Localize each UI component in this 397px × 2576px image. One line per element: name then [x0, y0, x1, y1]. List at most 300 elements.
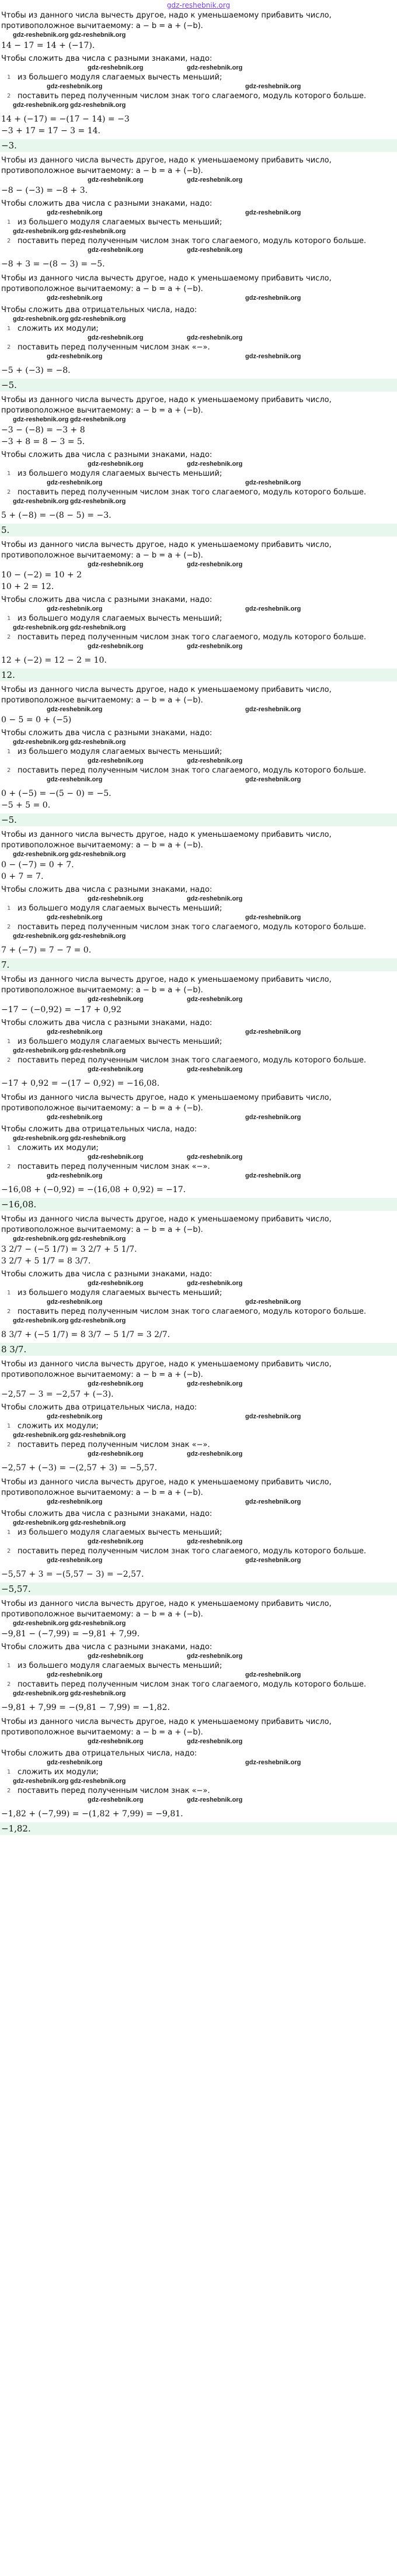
- answer-line: 8 3/7.: [0, 1343, 397, 1356]
- watermark-text: gdz-reshebnik.org: [88, 334, 144, 341]
- rule-step: [0, 1661, 397, 1671]
- rule-step: [0, 217, 397, 228]
- rule-step-text: поставить перед полученным числом знак того слагаемого, модуль которого больше.: [18, 633, 367, 642]
- watermark-text: gdz-reshebnik.org: [47, 706, 103, 713]
- watermark-text: gdz-reshebnik.org: [187, 1538, 243, 1545]
- different-sign-rule: [0, 1018, 397, 1074]
- rule-step: [0, 747, 397, 757]
- watermark-text: gdz-reshebnik.org: [70, 1135, 126, 1142]
- rule-step-number: 2: [7, 93, 11, 99]
- watermark-row: [0, 1047, 397, 1055]
- problem-block: [0, 1599, 397, 1713]
- watermark-row: [0, 416, 397, 424]
- watermark-row: [0, 933, 397, 941]
- math-line: 10 + 2 = 12.: [1, 582, 54, 591]
- watermark-text: gdz-reshebnik.org: [88, 1738, 144, 1745]
- subtraction-rule: Чтобы из данного числа вычесть другое, надо к уменьшаемому прибавить число, противоположное вычитаемому: a − b = a + (−b).: [1, 274, 332, 293]
- rule-step-text: поставить перед полученным числом знак того слагаемого, модуль которого больше.: [18, 766, 367, 775]
- watermark-row: [0, 1317, 397, 1325]
- rule-intro: Чтобы сложить два отрицательных числа, надо:: [1, 1403, 197, 1412]
- rule-step-text: из большего модуля слагаемых вычесть меньший;: [18, 1661, 222, 1670]
- watermark-text: gdz-reshebnik.org: [88, 247, 144, 254]
- watermark-text: gdz-reshebnik.org: [88, 1154, 144, 1161]
- watermark-text: gdz-reshebnik.org: [245, 776, 301, 783]
- rule-intro: Чтобы сложить два отрицательных числа, надо:: [1, 306, 197, 314]
- watermark-row: [0, 1620, 397, 1628]
- rule-step-number: 2: [7, 1308, 11, 1315]
- watermark-text: gdz-reshebnik.org: [70, 624, 126, 631]
- watermark-row: [0, 895, 397, 903]
- subtraction-rule: Чтобы из данного числа вычесть другое, надо к уменьшаемому прибавить число, противоположное вычитаемому: a − b = a + (−b).: [1, 1093, 332, 1113]
- math-line: 7 + (−7) = 7 − 7 = 0.: [1, 946, 92, 955]
- watermark-text: gdz-reshebnik.org: [13, 228, 69, 235]
- rule-intro: Чтобы сложить два числа с разными знаками, надо:: [1, 1509, 213, 1518]
- watermark-row: [0, 498, 397, 506]
- rule-step-number: 1: [7, 219, 11, 226]
- rule-step-number: 1: [7, 1769, 11, 1775]
- rule-step-number: 1: [7, 1663, 11, 1669]
- watermark-text: gdz-reshebnik.org: [88, 561, 144, 568]
- rule-step-number: 2: [7, 1548, 11, 1554]
- watermark-row: [0, 1135, 397, 1143]
- answer-line: 12.: [0, 669, 397, 681]
- different-sign-rule: [0, 1509, 397, 1565]
- watermark-text: gdz-reshebnik.org: [70, 316, 126, 323]
- math-line: 12 + (−2) = 12 − 2 = 10.: [1, 656, 107, 665]
- watermark-text: gdz-reshebnik.org: [187, 247, 243, 254]
- rule-step: [0, 766, 397, 776]
- problem-block: [0, 1477, 397, 1595]
- rule-step-text: поставить перед полученным числом знак того слагаемого, модуль которого больше.: [18, 1680, 367, 1689]
- math-line: −2,57 + (−3) = −(2,57 + 3) = −5,57.: [1, 1463, 158, 1473]
- watermark-text: gdz-reshebnik.org: [70, 32, 126, 39]
- problem-block: [0, 1717, 397, 1835]
- subtraction-rule: Чтобы из данного числа вычесть другое, надо к уменьшаемому прибавить число, противоположное вычитаемому: a − b = a + (−b).: [1, 541, 332, 560]
- rule-step: [0, 1288, 397, 1299]
- math-line: −2,57 − 3 = −2,57 + (−3).: [1, 1390, 114, 1399]
- subtraction-rule: Чтобы из данного числа вычесть другое, надо к уменьшаемому прибавить число, противоположное вычитаемому: a − b = a + (−b).: [1, 1718, 332, 1737]
- math-line: −1,82 + (−7,99) = −(1,82 + 7,99) = −9,81.: [1, 1809, 183, 1819]
- math-line: 0 + 7 = 7.: [1, 872, 44, 881]
- rule-step-text: поставить перед полученным числом знак того слагаемого, модуль которого больше.: [18, 1056, 367, 1065]
- math-line: −3 + 17 = 17 − 3 = 14.: [1, 126, 100, 136]
- watermark-text: gdz-reshebnik.org: [187, 1450, 243, 1457]
- watermark-row: [0, 1450, 397, 1459]
- watermark-row: [0, 1235, 397, 1244]
- watermark-row: [0, 1538, 397, 1546]
- watermark-text: gdz-reshebnik.org: [245, 1114, 301, 1121]
- watermark-text: gdz-reshebnik.org: [47, 1299, 103, 1306]
- subtraction-rule: Чтобы из данного числа вычесть другое, надо к уменьшаемому прибавить число, противоположное вычитаемому: a − b = a + (−b).: [1, 685, 332, 705]
- watermark-text: gdz-reshebnik.org: [88, 176, 144, 183]
- watermark-text: gdz-reshebnik.org: [187, 1653, 243, 1660]
- rule-intro: Чтобы сложить два числа с разными знаками, надо:: [1, 451, 213, 459]
- rule-step-number: 2: [7, 1681, 11, 1688]
- rule-step-text: сложить их модули;: [18, 324, 99, 333]
- watermark-row: [0, 1432, 397, 1440]
- watermark-text: gdz-reshebnik.org: [70, 739, 126, 746]
- math-line: 14 − 17 = 14 + (−17).: [1, 41, 95, 50]
- watermark-text: gdz-reshebnik.org: [70, 933, 126, 940]
- different-sign-rule: [0, 1269, 397, 1325]
- rule-step: [0, 1421, 397, 1432]
- rule-step-number: 1: [7, 749, 11, 755]
- subtraction-rule: Чтобы из данного числа вычесть другое, надо к уменьшаемому прибавить число, противоположное вычитаемому: a − b = a + (−b).: [1, 1360, 332, 1379]
- watermark-text: gdz-reshebnik.org: [187, 1738, 243, 1745]
- watermark-text: gdz-reshebnik.org: [88, 757, 144, 764]
- math-line: 0 − (−7) = 0 + 7.: [1, 860, 74, 870]
- watermark-text: gdz-reshebnik.org: [245, 1413, 301, 1420]
- rule-step-text: сложить их модули;: [18, 1422, 99, 1431]
- rule-step: [0, 922, 397, 933]
- rule-step: [0, 469, 397, 479]
- rule-step-number: 2: [7, 767, 11, 774]
- watermark-text: gdz-reshebnik.org: [187, 64, 243, 71]
- watermark-text: gdz-reshebnik.org: [47, 83, 103, 90]
- watermark-text: gdz-reshebnik.org: [88, 643, 144, 650]
- watermark-row: [0, 1299, 397, 1307]
- watermark-row: [0, 1690, 397, 1698]
- subtraction-rule: Чтобы из данного числа вычесть другое, надо к уменьшаемому прибавить число, противоположное вычитаемому: a − b = a + (−b).: [1, 1215, 332, 1234]
- math-line: 8 3/7 + (−5 1/7) = 8 3/7 − 5 1/7 = 3 2/7.: [1, 1330, 170, 1339]
- rule-intro: Чтобы сложить два числа с разными знаками, надо:: [1, 595, 213, 604]
- watermark-row: [0, 461, 397, 469]
- rule-step-text: из большего модуля слагаемых вычесть меньший;: [18, 1037, 222, 1046]
- watermark-text: gdz-reshebnik.org: [70, 1235, 126, 1242]
- math-line: −17 − (−0,92) = −17 + 0,92: [1, 1005, 121, 1015]
- watermark-row: [0, 247, 397, 255]
- watermark-text: gdz-reshebnik.org: [13, 1778, 69, 1785]
- watermark-text: gdz-reshebnik.org: [13, 1047, 69, 1054]
- math-line: −5,57 + 3 = −(5,57 − 3) = −2,57.: [1, 1570, 144, 1579]
- rule-step: [0, 1055, 397, 1066]
- rule-intro: Чтобы сложить два числа с разными знаками, надо:: [1, 199, 213, 208]
- watermark-row: [0, 914, 397, 922]
- watermark-text: gdz-reshebnik.org: [88, 1538, 144, 1545]
- watermark-row: [0, 776, 397, 784]
- negative-sum-rule: [0, 1749, 397, 1805]
- rule-step-number: 1: [7, 74, 11, 81]
- watermark-text: gdz-reshebnik.org: [47, 1759, 103, 1766]
- watermark-text: gdz-reshebnik.org: [70, 416, 126, 423]
- rule-step-text: сложить их модули;: [18, 1768, 99, 1777]
- rule-step-number: 1: [7, 1290, 11, 1296]
- watermark-text: gdz-reshebnik.org: [187, 176, 243, 183]
- different-sign-rule: [0, 450, 397, 506]
- math-line: 5 + (−8) = −(8 − 5) = −3.: [1, 511, 112, 520]
- answer-line: −3.: [0, 139, 397, 152]
- problem-block: [0, 1359, 397, 1474]
- watermark-text: gdz-reshebnik.org: [187, 996, 243, 1003]
- watermark-text: gdz-reshebnik.org: [187, 1066, 243, 1073]
- rule-step-text: из большего модуля слагаемых вычесть меньший;: [18, 1289, 222, 1297]
- problem-block: [0, 540, 397, 681]
- watermark-text: gdz-reshebnik.org: [187, 561, 243, 568]
- watermark-text: gdz-reshebnik.org: [47, 1557, 103, 1564]
- rule-intro: Чтобы сложить два числа с разными знаками, надо:: [1, 729, 213, 738]
- watermark-text: gdz-reshebnik.org: [13, 1135, 69, 1142]
- watermark-text: gdz-reshebnik.org: [47, 295, 103, 302]
- watermark-row: [0, 1413, 397, 1421]
- rule-step: [0, 91, 397, 102]
- rule-step-text: сложить их модули;: [18, 1144, 99, 1152]
- watermark-text: gdz-reshebnik.org: [13, 1235, 69, 1242]
- watermark-text: gdz-reshebnik.org: [70, 228, 126, 235]
- watermark-text: gdz-reshebnik.org: [13, 739, 69, 746]
- rule-intro: Чтобы сложить два отрицательных числа, надо:: [1, 1125, 197, 1134]
- math-line: 0 − 5 = 0 + (−5): [1, 715, 72, 725]
- rule-intro: Чтобы сложить два числа с разными знаками, надо:: [1, 885, 213, 894]
- watermark-text: gdz-reshebnik.org: [70, 1317, 126, 1324]
- rule-step-text: из большего модуля слагаемых вычесть меньший;: [18, 73, 222, 82]
- watermark-text: gdz-reshebnik.org: [187, 334, 243, 341]
- rule-step-text: поставить перед полученным числом знак того слагаемого, модуль которого больше.: [18, 923, 367, 932]
- watermark-text: gdz-reshebnik.org: [245, 914, 301, 921]
- different-sign-rule: [0, 54, 397, 110]
- watermark-text: gdz-reshebnik.org: [47, 353, 103, 360]
- watermark-text: gdz-reshebnik.org: [245, 1557, 301, 1564]
- rule-step-text: поставить перед полученным числом знак «−».: [18, 1162, 210, 1171]
- different-sign-rule: [0, 595, 397, 651]
- watermark-text: gdz-reshebnik.org: [245, 706, 301, 713]
- watermark-row: [0, 1653, 397, 1661]
- rule-step: [0, 1307, 397, 1317]
- problem-block: [0, 1214, 397, 1356]
- math-line: −9,81 − (−7,99) = −9,81 + 7,99.: [1, 1629, 140, 1639]
- rule-step-number: 2: [7, 238, 11, 244]
- math-line: −3 + 8 = 8 − 3 = 5.: [1, 437, 85, 446]
- watermark-row: [0, 1557, 397, 1565]
- watermark-text: gdz-reshebnik.org: [88, 1796, 144, 1803]
- math-line: 10 − (−2) = 10 + 2: [1, 570, 82, 580]
- math-line: 3 2/7 + 5 1/7 = 8 3/7.: [1, 1256, 91, 1266]
- math-line: −8 − (−3) = −8 + 3.: [1, 186, 88, 195]
- watermark-text: gdz-reshebnik.org: [47, 1413, 103, 1420]
- watermark-text: gdz-reshebnik.org: [70, 1690, 126, 1697]
- math-line: −17 + 0,92 = −(17 − 0,92) = −16,08.: [1, 1079, 160, 1088]
- subtraction-rule: Чтобы из данного числа вычесть другое, надо к уменьшаемому прибавить число, противоположное вычитаемому: a − b = a + (−b).: [1, 11, 332, 30]
- watermark-text: gdz-reshebnik.org: [187, 757, 243, 764]
- watermark-text: gdz-reshebnik.org: [245, 83, 301, 90]
- watermark-text: gdz-reshebnik.org: [88, 1450, 144, 1457]
- rule-step-text: из большего модуля слагаемых вычесть меньший;: [18, 904, 222, 913]
- rule-step-number: 2: [7, 344, 11, 351]
- watermark-text: gdz-reshebnik.org: [187, 895, 243, 902]
- answer-line: −5,57.: [0, 1583, 397, 1595]
- watermark-row: [0, 624, 397, 632]
- watermark-row: [0, 1519, 397, 1528]
- watermark-text: gdz-reshebnik.org: [70, 851, 126, 858]
- watermark-text: gdz-reshebnik.org: [13, 1519, 69, 1526]
- rule-step-number: 2: [7, 634, 11, 640]
- watermark-row: [0, 209, 397, 217]
- rule-step-text: из большего модуля слагаемых вычесть меньший;: [18, 218, 222, 227]
- problem-block: [0, 975, 397, 1089]
- rule-step-number: 2: [7, 1057, 11, 1064]
- different-sign-rule: [0, 728, 397, 784]
- different-sign-rule: [0, 1642, 397, 1698]
- rule-step-number: 1: [7, 470, 11, 477]
- watermark-row: [0, 706, 397, 714]
- watermark-text: gdz-reshebnik.org: [47, 1172, 103, 1179]
- watermark-row: [0, 295, 397, 303]
- watermark-text: gdz-reshebnik.org: [70, 1047, 126, 1054]
- watermark-text: gdz-reshebnik.org: [88, 461, 144, 468]
- problem-block: [0, 155, 397, 270]
- different-sign-rule: [0, 885, 397, 941]
- watermark-text: gdz-reshebnik.org: [13, 624, 69, 631]
- watermark-text: gdz-reshebnik.org: [88, 1280, 144, 1287]
- rule-step-number: 1: [7, 905, 11, 912]
- watermark-row: [0, 1066, 397, 1074]
- watermark-row: [0, 1738, 397, 1746]
- rule-step-text: поставить перед полученным числом знак того слагаемого, модуль которого больше.: [18, 92, 367, 101]
- watermark-text: gdz-reshebnik.org: [13, 416, 69, 423]
- watermark-text: gdz-reshebnik.org: [13, 102, 69, 109]
- rule-step-number: 2: [7, 1788, 11, 1794]
- watermark-text: gdz-reshebnik.org: [70, 102, 126, 109]
- watermark-text: gdz-reshebnik.org: [245, 295, 301, 302]
- subtraction-rule: Чтобы из данного числа вычесть другое, надо к уменьшаемому прибавить число, противоположное вычитаемому: a − b = a + (−b).: [1, 396, 332, 415]
- watermark-text: gdz-reshebnik.org: [245, 1671, 301, 1678]
- math-line: 3 2/7 − (−5 1/7) = 3 2/7 + 5 1/7.: [1, 1245, 137, 1254]
- watermark-text: gdz-reshebnik.org: [13, 32, 69, 39]
- rule-step: [0, 1162, 397, 1172]
- rule-step-number: 2: [7, 1442, 11, 1448]
- watermark-text: gdz-reshebnik.org: [47, 776, 103, 783]
- watermark-text: gdz-reshebnik.org: [245, 1172, 301, 1179]
- rule-step-number: 1: [7, 1145, 11, 1151]
- watermark-row: [0, 353, 397, 361]
- rule-step: [0, 1767, 397, 1778]
- math-line: −5 + 5 = 0.: [1, 801, 51, 810]
- watermark-row: [0, 605, 397, 614]
- watermark-row: [0, 1380, 397, 1389]
- problem-block: [0, 685, 397, 826]
- watermark-row: [0, 176, 397, 185]
- watermark-text: gdz-reshebnik.org: [187, 1280, 243, 1287]
- answer-line: 7.: [0, 958, 397, 971]
- math-line: 14 + (−17) = −(17 − 14) = −3: [1, 115, 130, 124]
- rule-step: [0, 1546, 397, 1557]
- watermark-text: gdz-reshebnik.org: [88, 64, 144, 71]
- site-brand-link[interactable]: gdz-reshebnik.org: [166, 1, 231, 9]
- rule-step-text: из большего модуля слагаемых вычесть меньший;: [18, 747, 222, 756]
- watermark-row: [0, 1114, 397, 1122]
- rule-step: [0, 342, 397, 353]
- problem-block: [0, 11, 397, 152]
- problem-block: [0, 1093, 397, 1211]
- watermark-text: gdz-reshebnik.org: [88, 1380, 144, 1387]
- watermark-row: [0, 316, 397, 324]
- answer-line: 5.: [0, 524, 397, 536]
- watermark-text: gdz-reshebnik.org: [47, 1029, 103, 1036]
- watermark-text: gdz-reshebnik.org: [13, 933, 69, 940]
- watermark-text: gdz-reshebnik.org: [187, 1154, 243, 1161]
- rule-step-number: 1: [7, 1423, 11, 1429]
- watermark-text: gdz-reshebnik.org: [13, 851, 69, 858]
- watermark-row: [0, 1759, 397, 1767]
- watermark-text: gdz-reshebnik.org: [70, 1432, 126, 1439]
- negative-sum-rule: [0, 305, 397, 361]
- watermark-text: gdz-reshebnik.org: [187, 461, 243, 468]
- watermark-text: gdz-reshebnik.org: [245, 479, 301, 486]
- watermark-text: gdz-reshebnik.org: [245, 605, 301, 612]
- watermark-text: gdz-reshebnik.org: [88, 1653, 144, 1660]
- watermark-text: gdz-reshebnik.org: [13, 1690, 69, 1697]
- rule-step: [0, 1440, 397, 1450]
- watermark-text: gdz-reshebnik.org: [245, 353, 301, 360]
- watermark-text: gdz-reshebnik.org: [47, 209, 103, 216]
- rule-step: [0, 1786, 397, 1796]
- subtraction-rule: Чтобы из данного числа вычесть другое, надо к уменьшаемому прибавить число, противоположное вычитаемому: a − b = a + (−b).: [1, 1599, 332, 1619]
- rule-step-text: из большего модуля слагаемых вычесть меньший;: [18, 1528, 222, 1537]
- watermark-row: [0, 1154, 397, 1162]
- rule-step: [0, 72, 397, 83]
- problem-block: [0, 830, 397, 971]
- watermark-text: gdz-reshebnik.org: [187, 643, 243, 650]
- rule-step-number: 2: [7, 1164, 11, 1170]
- problem-block: [0, 273, 397, 392]
- watermark-text: gdz-reshebnik.org: [70, 1620, 126, 1627]
- rule-intro: Чтобы сложить два числа с разными знаками, надо:: [1, 54, 213, 63]
- watermark-text: gdz-reshebnik.org: [13, 1317, 69, 1324]
- rule-step: [0, 1037, 397, 1047]
- watermark-text: gdz-reshebnik.org: [47, 1498, 103, 1505]
- watermark-row: [0, 1280, 397, 1288]
- rule-step-text: поставить перед полученным числом знак того слагаемого, модуль которого больше.: [18, 1547, 367, 1556]
- watermark-text: gdz-reshebnik.org: [245, 1299, 301, 1306]
- watermark-row: [0, 228, 397, 236]
- answer-line: −5.: [0, 379, 397, 392]
- rule-step: [0, 1680, 397, 1690]
- rule-step-text: из большего модуля слагаемых вычесть меньший;: [18, 614, 222, 623]
- watermark-text: gdz-reshebnik.org: [13, 1432, 69, 1439]
- negative-sum-rule: [0, 1124, 397, 1180]
- watermark-text: gdz-reshebnik.org: [245, 1759, 301, 1766]
- rule-step: [0, 903, 397, 914]
- rule-step: [0, 632, 397, 643]
- rule-step-text: поставить перед полученным числом знак «−».: [18, 1441, 210, 1449]
- watermark-row: [0, 1796, 397, 1805]
- watermark-row: [0, 757, 397, 766]
- watermark-text: gdz-reshebnik.org: [70, 498, 126, 505]
- watermark-text: gdz-reshebnik.org: [70, 1519, 126, 1526]
- rule-step: [0, 1143, 397, 1154]
- watermark-text: gdz-reshebnik.org: [13, 316, 69, 323]
- watermark-text: gdz-reshebnik.org: [245, 1029, 301, 1036]
- answer-line: −1,82.: [0, 1822, 397, 1835]
- watermark-text: gdz-reshebnik.org: [88, 996, 144, 1003]
- watermark-text: gdz-reshebnik.org: [187, 1796, 243, 1803]
- watermark-text: gdz-reshebnik.org: [88, 895, 144, 902]
- watermark-text: gdz-reshebnik.org: [47, 479, 103, 486]
- watermark-row: [0, 1778, 397, 1786]
- watermark-text: gdz-reshebnik.org: [47, 1114, 103, 1121]
- rule-step-number: 1: [7, 1038, 11, 1045]
- subtraction-rule: Чтобы из данного числа вычесть другое, надо к уменьшаемому прибавить число, противоположное вычитаемому: a − b = a + (−b).: [1, 975, 332, 995]
- watermark-row: [0, 1029, 397, 1037]
- watermark-row: [0, 996, 397, 1004]
- watermark-row: [0, 32, 397, 40]
- subtraction-rule: Чтобы из данного числа вычесть другое, надо к уменьшаемому прибавить число, противоположное вычитаемому: a − b = a + (−b).: [1, 1478, 332, 1497]
- watermark-row: [0, 851, 397, 859]
- rule-step: [0, 487, 397, 498]
- watermark-row: [0, 643, 397, 651]
- math-line: −5 + (−3) = −8.: [1, 366, 71, 375]
- math-line: 0 + (−5) = −(5 − 0) = −5.: [1, 789, 112, 798]
- different-sign-rule: [0, 199, 397, 255]
